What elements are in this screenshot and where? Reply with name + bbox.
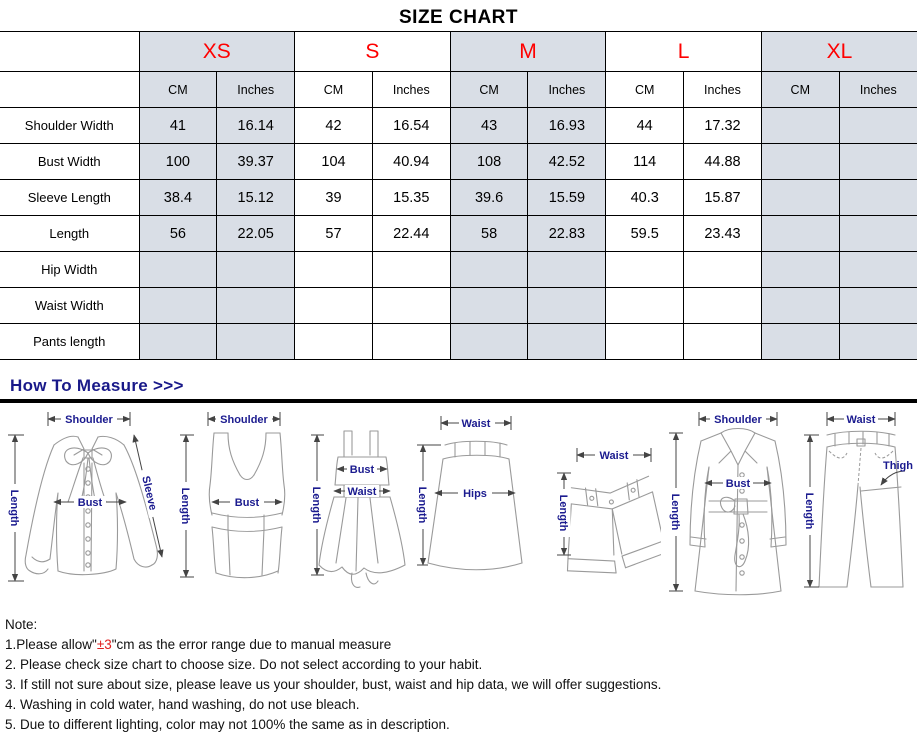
- cell: [684, 324, 762, 360]
- cell: 17.32: [684, 108, 762, 144]
- cell: [684, 288, 762, 324]
- row-label: Sleeve Length: [0, 180, 139, 216]
- cell: [839, 180, 917, 216]
- cell: [139, 288, 217, 324]
- size-header-row: [0, 32, 917, 72]
- cell: [450, 252, 528, 288]
- unit-header: CM: [606, 72, 684, 108]
- shorts-waist-label: Waist: [599, 450, 629, 462]
- cell: [839, 144, 917, 180]
- cell: 114: [606, 144, 684, 180]
- blouse-bust-label: Bust: [77, 497, 103, 509]
- cell: 108: [450, 144, 528, 180]
- cell: [761, 108, 839, 144]
- table-row: [0, 216, 917, 252]
- cell: 40.94: [372, 144, 450, 180]
- cell: [839, 108, 917, 144]
- cell: [372, 288, 450, 324]
- size-header-xl: XL: [761, 32, 917, 72]
- cell: [761, 324, 839, 360]
- row-label: Shoulder Width: [0, 108, 139, 144]
- tank-shoulder-label: Shoulder: [219, 414, 268, 426]
- unit-header-row: [0, 72, 917, 108]
- unit-header: CM: [450, 72, 528, 108]
- cell: 58: [450, 216, 528, 252]
- cell: 15.59: [528, 180, 606, 216]
- cell: [761, 180, 839, 216]
- row-label: Waist Width: [0, 288, 139, 324]
- cell: [295, 324, 373, 360]
- cell: [139, 252, 217, 288]
- measure-diagrams: [0, 403, 917, 605]
- cell: 22.83: [528, 216, 606, 252]
- cell: 43: [450, 108, 528, 144]
- cell: [217, 252, 295, 288]
- coat-shoulder-label: Shoulder: [714, 414, 762, 426]
- cell: 38.4: [139, 180, 217, 216]
- cell: [606, 324, 684, 360]
- coat-bust-label: Bust: [725, 478, 751, 490]
- cell: 57: [295, 216, 373, 252]
- diagram-skirt: [415, 405, 533, 605]
- row-label: Length: [0, 216, 139, 252]
- tank-length-label: Length: [178, 487, 191, 525]
- cell: [839, 252, 917, 288]
- table-row: [0, 144, 917, 180]
- cell: [761, 288, 839, 324]
- skirt-hips-label: Hips: [463, 488, 488, 500]
- dress-waist-label: Waist: [347, 486, 377, 498]
- note-1-prefix: 1.Please allow": [5, 637, 97, 652]
- blouse-shoulder-label: Shoulder: [65, 414, 113, 426]
- cell: [295, 252, 373, 288]
- cell: 100: [139, 144, 217, 180]
- cell: 104: [295, 144, 373, 180]
- pants-thigh-label: Thigh: [883, 460, 913, 472]
- cell: [761, 216, 839, 252]
- cell: 23.43: [684, 216, 762, 252]
- pants-waist-label: Waist: [846, 414, 876, 426]
- notes-section: [0, 605, 917, 735]
- blouse-sleeve-label: Sleeve: [139, 474, 159, 512]
- diagram-blouse: [4, 405, 172, 605]
- skirt-waist-label: Waist: [462, 418, 491, 430]
- how-to-measure-heading: How To Measure >>>: [10, 376, 184, 395]
- note-line-5: 5. Due to different lighting, color may not 100% the same as in description.: [5, 717, 450, 732]
- cell: 42: [295, 108, 373, 144]
- blouse-length-label: Length: [8, 489, 20, 527]
- note-line-1: [5, 635, 911, 655]
- cell: 39: [295, 180, 373, 216]
- cell: [761, 252, 839, 288]
- size-header-s: S: [295, 32, 451, 72]
- diagram-tank-top: [176, 405, 304, 605]
- unit-header: Inches: [528, 72, 606, 108]
- pants-length-label: Length: [802, 492, 815, 530]
- cell: 56: [139, 216, 217, 252]
- note-1-suffix: "cm as the error range due to manual measure: [111, 637, 392, 652]
- cell: 44.88: [684, 144, 762, 180]
- cell: [450, 324, 528, 360]
- corner-cell: [0, 32, 139, 72]
- cell: 39.6: [450, 180, 528, 216]
- unit-header: Inches: [217, 72, 295, 108]
- cell: [606, 288, 684, 324]
- cell: [217, 288, 295, 324]
- cell: [372, 324, 450, 360]
- table-row: [0, 324, 917, 360]
- unit-header: CM: [295, 72, 373, 108]
- cell: 15.35: [372, 180, 450, 216]
- size-chart-table: [0, 31, 917, 360]
- notes-heading: Note:: [5, 617, 38, 632]
- unit-header: Inches: [839, 72, 917, 108]
- note-line-2: 2. Please check size chart to choose size. Do not select according to your habit.: [5, 657, 483, 672]
- diagram-shorts: [537, 405, 661, 605]
- note-1-tolerance: ±3: [96, 637, 112, 652]
- corner-cell: [0, 72, 139, 108]
- cell: [761, 144, 839, 180]
- unit-header: Inches: [684, 72, 762, 108]
- cell: 15.87: [684, 180, 762, 216]
- cell: [217, 324, 295, 360]
- cell: [528, 252, 606, 288]
- cell: [606, 252, 684, 288]
- cell: 39.37: [217, 144, 295, 180]
- table-row: [0, 252, 917, 288]
- cell: [295, 288, 373, 324]
- page-title: SIZE CHART: [399, 7, 518, 28]
- cell: 16.54: [372, 108, 450, 144]
- coat-length-label: Length: [669, 493, 682, 531]
- cell: [839, 216, 917, 252]
- diagram-pants: [801, 405, 913, 605]
- tank-bust-label: Bust: [234, 497, 260, 509]
- cell: 15.12: [217, 180, 295, 216]
- cell: 59.5: [606, 216, 684, 252]
- cell: [684, 252, 762, 288]
- cell: 41: [139, 108, 217, 144]
- diagram-dress: [308, 405, 412, 605]
- cell: 22.44: [372, 216, 450, 252]
- size-header-m: M: [450, 32, 606, 72]
- unit-header: Inches: [372, 72, 450, 108]
- shorts-length-label: Length: [557, 494, 570, 532]
- skirt-length-label: Length: [416, 486, 429, 524]
- note-line-4: 4. Washing in cold water, hand washing, do not use bleach.: [5, 697, 360, 712]
- dress-bust-label: Bust: [349, 464, 374, 476]
- unit-header: CM: [139, 72, 217, 108]
- cell: [450, 288, 528, 324]
- cell: 22.05: [217, 216, 295, 252]
- note-line-3: 3. If still not sure about size, please leave us your shoulder, bust, waist and hip data, we will offer suggestions.: [5, 677, 662, 692]
- cell: [372, 252, 450, 288]
- row-label: Pants length: [0, 324, 139, 360]
- table-row: [0, 180, 917, 216]
- table-row: [0, 288, 917, 324]
- cell: 42.52: [528, 144, 606, 180]
- table-row: [0, 108, 917, 144]
- size-header-xs: XS: [139, 32, 295, 72]
- unit-header: CM: [761, 72, 839, 108]
- size-header-l: L: [606, 32, 762, 72]
- cell: 40.3: [606, 180, 684, 216]
- cell: [528, 288, 606, 324]
- row-label: Bust Width: [0, 144, 139, 180]
- diagram-coat: [665, 405, 797, 605]
- cell: [528, 324, 606, 360]
- cell: [839, 324, 917, 360]
- dress-length-label: Length: [309, 486, 322, 524]
- cell: [139, 324, 217, 360]
- cell: [839, 288, 917, 324]
- row-label: Hip Width: [0, 252, 139, 288]
- cell: 16.93: [528, 108, 606, 144]
- cell: 44: [606, 108, 684, 144]
- cell: 16.14: [217, 108, 295, 144]
